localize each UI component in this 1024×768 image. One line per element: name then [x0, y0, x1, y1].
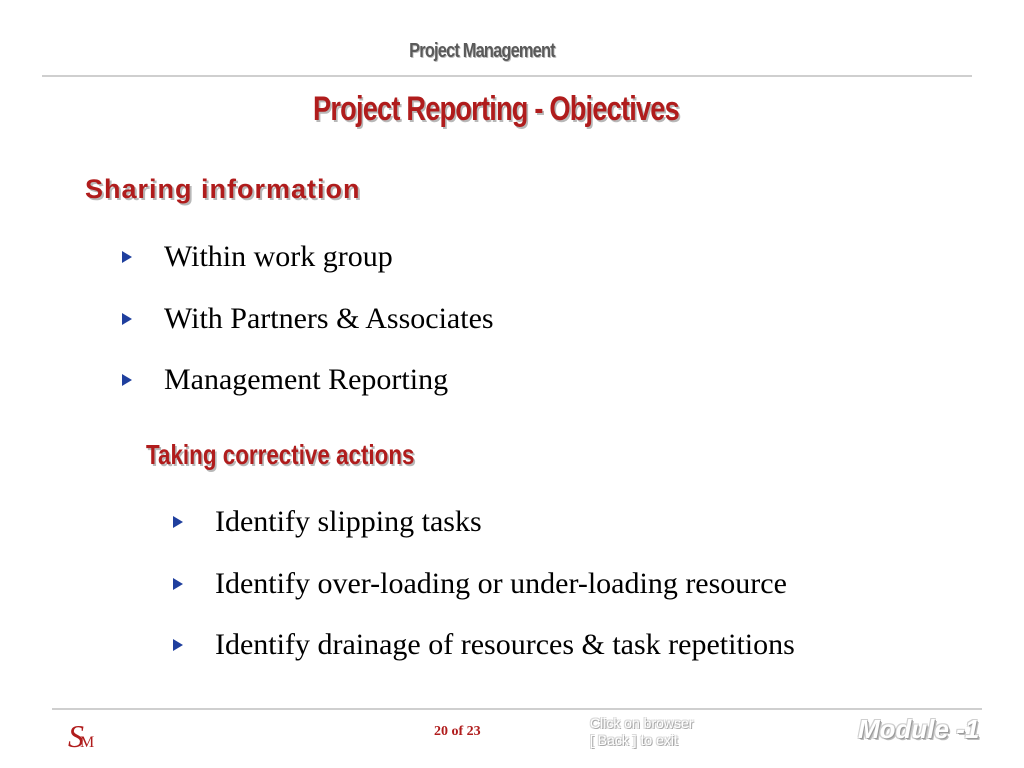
triangle-right-icon: [122, 374, 132, 386]
slide-title: Project Reporting - Objectives: [313, 90, 679, 128]
exit-hint-line-1: Click on browser: [590, 715, 694, 731]
bullet-text: Within work group: [164, 240, 393, 273]
logo-letter-m: M: [80, 734, 95, 751]
triangle-right-icon: [173, 639, 183, 651]
module-label: Module -1: [858, 714, 980, 744]
course-title: Project Management: [409, 40, 555, 62]
footer-divider: [52, 708, 982, 710]
bullet-text: Management Reporting: [164, 363, 449, 396]
section-heading-corrective-actions: Taking corrective actions: [146, 439, 415, 470]
bullet-text: Identify over-loading or under-loading resource: [215, 566, 787, 600]
exit-hint: [590, 715, 693, 749]
page-counter: 20 of 23: [434, 724, 481, 739]
triangle-right-icon: [173, 516, 183, 528]
exit-hint-line-2: [ Back ] to exit: [590, 732, 678, 748]
bullet-text: Identify drainage of resources & task repetitions: [215, 628, 795, 661]
triangle-right-icon: [173, 578, 183, 590]
bullet-text: Identify slipping tasks: [215, 505, 482, 538]
section-heading-sharing-information: Sharing information: [85, 174, 361, 204]
header-divider: [42, 75, 972, 77]
sm-logo: [68, 718, 98, 755]
triangle-right-icon: [122, 313, 132, 325]
logo-letter-s: S: [68, 718, 84, 754]
bullet-text: With Partners & Associates: [164, 301, 494, 335]
triangle-right-icon: [122, 251, 132, 263]
